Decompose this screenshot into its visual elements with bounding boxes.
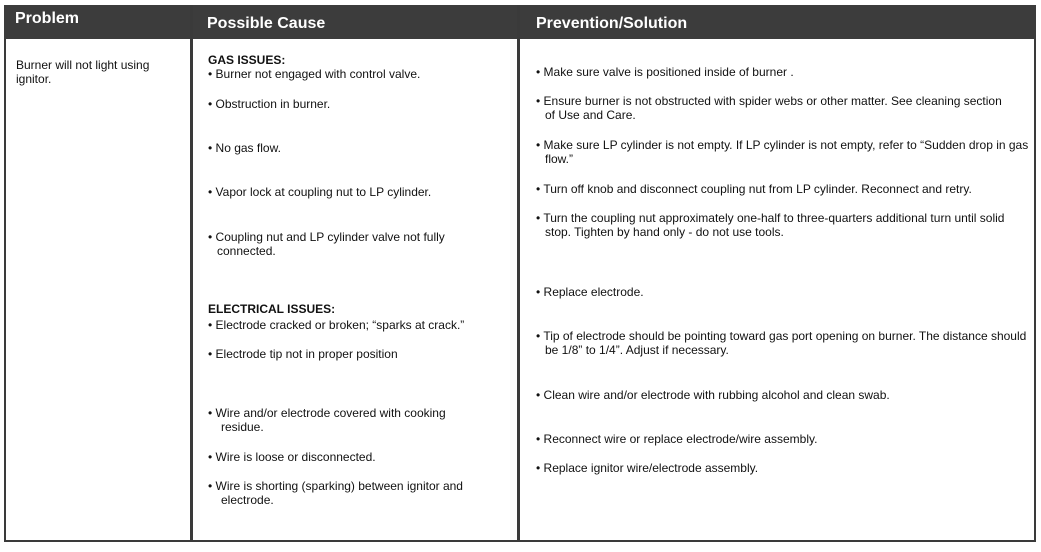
header-problem: Problem xyxy=(4,5,190,39)
solution-item: • Clean wire and/or electrode with rubbing alcohol and clean swab. xyxy=(536,388,890,402)
cause-item: • Electrode tip not in proper position xyxy=(208,347,398,361)
cause-item: • Coupling nut and LP cylinder valve not fully connected. xyxy=(208,230,445,258)
column-divider xyxy=(190,5,193,542)
solution-item: • Replace electrode. xyxy=(536,285,644,299)
cause-item: • Obstruction in burner. xyxy=(208,97,331,111)
electrical-issues-heading: ELECTRICAL ISSUES: xyxy=(208,302,336,316)
gas-issues-heading: GAS ISSUES: xyxy=(208,53,286,67)
solution-item: • Turn the coupling nut approximately one-half to three-quarters additional turn until solid stop. Tighten by hand only - do not use tools. xyxy=(536,211,1005,239)
cause-item: • Electrode cracked or broken; “sparks at crack.” xyxy=(208,318,465,332)
solution-item: • Ensure burner is not obstructed with spider webs or other matter. See cleaning section of Use and Care. xyxy=(536,94,1002,122)
header-possible-cause: Possible Cause xyxy=(193,5,517,39)
solution-item: • Make sure LP cylinder is not empty. If LP cylinder is not empty, refer to “Sudden drop in gas flow.” xyxy=(536,138,1029,166)
cause-item: • Wire is shorting (sparking) between ignitor and electrode. xyxy=(208,479,463,507)
header-prevention-solution: Prevention/Solution xyxy=(520,5,1036,39)
solution-item: • Tip of electrode should be pointing toward gas port opening on burner. The distance should be 1/8” to 1/4”. Adjust if necessary. xyxy=(536,329,1027,357)
cause-item: • Vapor lock at coupling nut to LP cylinder. xyxy=(208,185,432,199)
solution-item: • Turn off knob and disconnect coupling nut from LP cylinder. Reconnect and retry. xyxy=(536,182,972,196)
solution-item: • Make sure valve is positioned inside of burner . xyxy=(536,65,794,79)
solution-item: • Replace ignitor wire/electrode assembly. xyxy=(536,461,759,475)
problem-text: Burner will not light using ignitor. xyxy=(16,58,150,86)
cause-item: • Wire and/or electrode covered with cooking residue. xyxy=(208,406,446,434)
solution-item: • Reconnect wire or replace electrode/wire assembly. xyxy=(536,432,818,446)
cause-item: • Wire is loose or disconnected. xyxy=(208,450,376,464)
cause-item: • No gas flow. xyxy=(208,141,281,155)
cause-item: • Burner not engaged with control valve. xyxy=(208,67,421,81)
